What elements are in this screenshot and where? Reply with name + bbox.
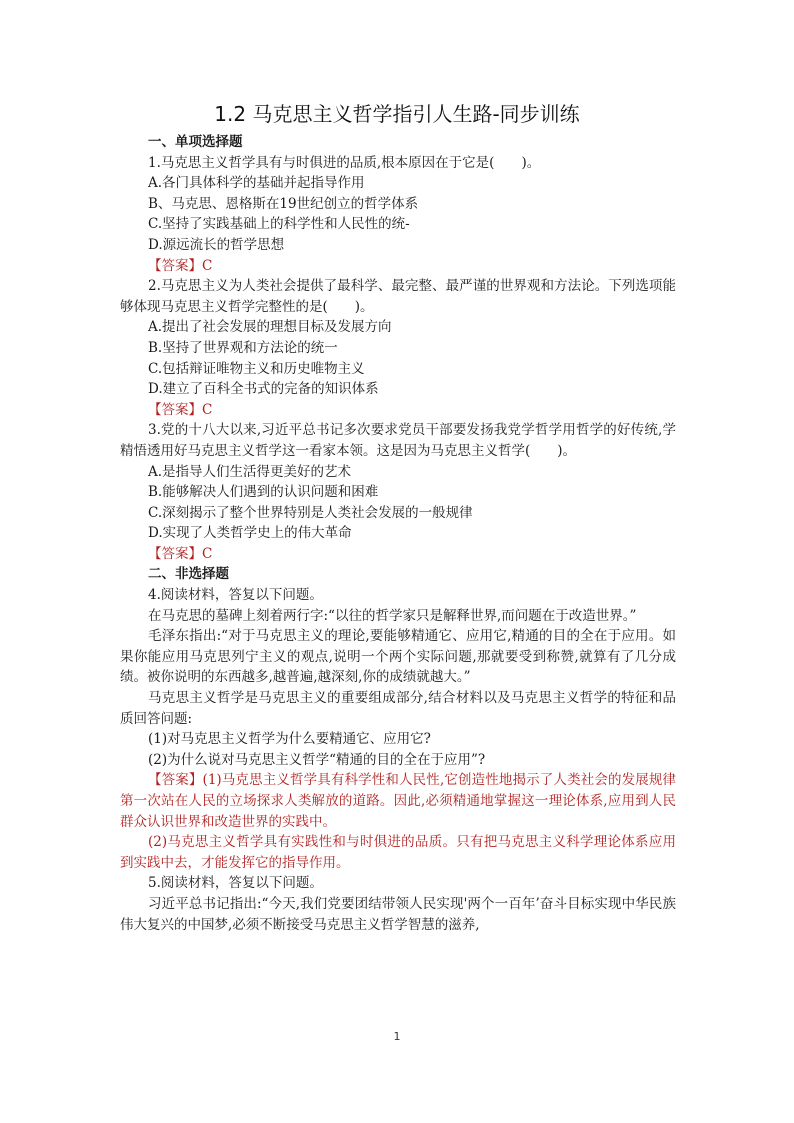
question-4-answer-1 — [120, 770, 676, 832]
page-number: 1 — [393, 1030, 401, 1043]
question-3-option-a: A.是指导人们生活得更美好的艺术 — [148, 463, 352, 480]
question-1-option-c: C.坚持了实践基础上的科学性和人民性的统- — [148, 216, 410, 233]
question-4-stem: 4.阅读材料，答复以下问题。 — [148, 587, 323, 604]
question-1-answer: 【答案】C — [148, 257, 213, 274]
question-2-option-c: C.包括辩证唯物主义和历史唯物主义 — [148, 360, 365, 377]
question-4-sub-2: (2)为什么说对马克思主义哲学“精通的目的全在于应用”? — [148, 751, 486, 768]
question-5-material-1: 习近平总书记指出:“今天,我们党要团结带领人民实现'两个一百年’奋斗目标实现中华民族伟大复兴的中国梦,必须不断接受马克思主义哲学智慧的滋养, — [120, 895, 676, 933]
question-5-stem: 5.阅读材料，答复以下问题。 — [148, 875, 323, 892]
answer-1-text: (1)马克思主义哲学具有科学性和人民性,它创造性地揭示了人类社会的发展规律第一次站在人民的立场探求人类解放的道路。因此,必须精通地掌握这一理论体系,应用到人民群众认识世界和改造世界的实践中。 — [120, 772, 677, 830]
question-3-option-b: B.能够解决人们遇到的认识问题和困难 — [148, 484, 379, 501]
question-1-option-a: A.各门具体科学的基础并起指导作用 — [148, 175, 365, 192]
question-4-sub-1: (1)对马克思主义哲学为什么要精通它、应用它? — [148, 731, 431, 748]
section-heading-single-choice: 一、单项选择题 — [148, 134, 243, 150]
question-3-option-d: D.实现了人类哲学史上的伟大革命 — [148, 525, 352, 542]
question-2-option-a: A.提出了社会发展的理想目标及发展方向 — [148, 319, 392, 336]
document-body — [120, 132, 676, 935]
question-4-material-2: 毛泽东指出:“对于马克思主义的理论,要能够精通它、应用它,精通的目的全在于应用。如果你能应用马克思列宁主义的观点,说明一个两个实际问题,那就要受到称赞,就算有了几分成绩。被你说明的东西越多,越普遍,越深刻,你的成绩就越大。” — [120, 628, 676, 686]
question-4-material-1: 在马克思的墓碑上刻着两行字:“以往的哲学家只是解释世界,而问题在于改造世界。” — [148, 607, 637, 624]
question-4-answer-2: (2)马克思主义哲学具有实践性和与时俱进的品质。只有把马克思主义科学理论体系应用到实践中去，才能发挥它的指导作用。 — [120, 834, 676, 871]
question-2-answer: 【答案】C — [148, 401, 213, 418]
question-3-option-c: C.深刻揭示了整个世界特别是人类社会发展的一般规律 — [148, 504, 473, 521]
question-2-option-d: D.建立了百科全书式的完备的知识体系 — [148, 381, 379, 398]
question-3-answer: 【答案】C — [148, 545, 213, 562]
question-3-stem: 3.党的十八大以来,习近平总书记多次要求党员干部要发扬我党学哲学用哲学的好传统,学精悟透用好马克思主义哲学这一看家本领。这是因为马克思主义哲学( )。 — [120, 422, 676, 459]
question-1-option-d: D.源远流长的哲学思想 — [148, 236, 285, 253]
question-2-stem: 2.马克思主义为人类社会提供了最科学、最完整、最严谨的世界观和方法论。下列选项能够体现马克思主义哲学完整性的是( )。 — [120, 278, 676, 315]
question-4-material-3: 马克思主义哲学是马克思主义的重要组成部分,结合材料以及马克思主义哲学的特征和品质回答问题: — [120, 690, 676, 727]
document-title: 1.2 马克思主义哲学指引人生路-同步训练 — [214, 102, 580, 126]
answer-label: 【答案】 — [148, 772, 203, 789]
question-1-stem: 1.马克思主义哲学具有与时俱进的品质,根本原因在于它是( )。 — [148, 154, 541, 171]
section-heading-non-choice: 二、非选择题 — [148, 566, 229, 583]
question-2-option-b: B.坚持了世界观和方法论的统一 — [148, 339, 338, 356]
question-1-option-b: B、马克思、恩格斯在19世纪创立的哲学体系 — [148, 195, 419, 212]
